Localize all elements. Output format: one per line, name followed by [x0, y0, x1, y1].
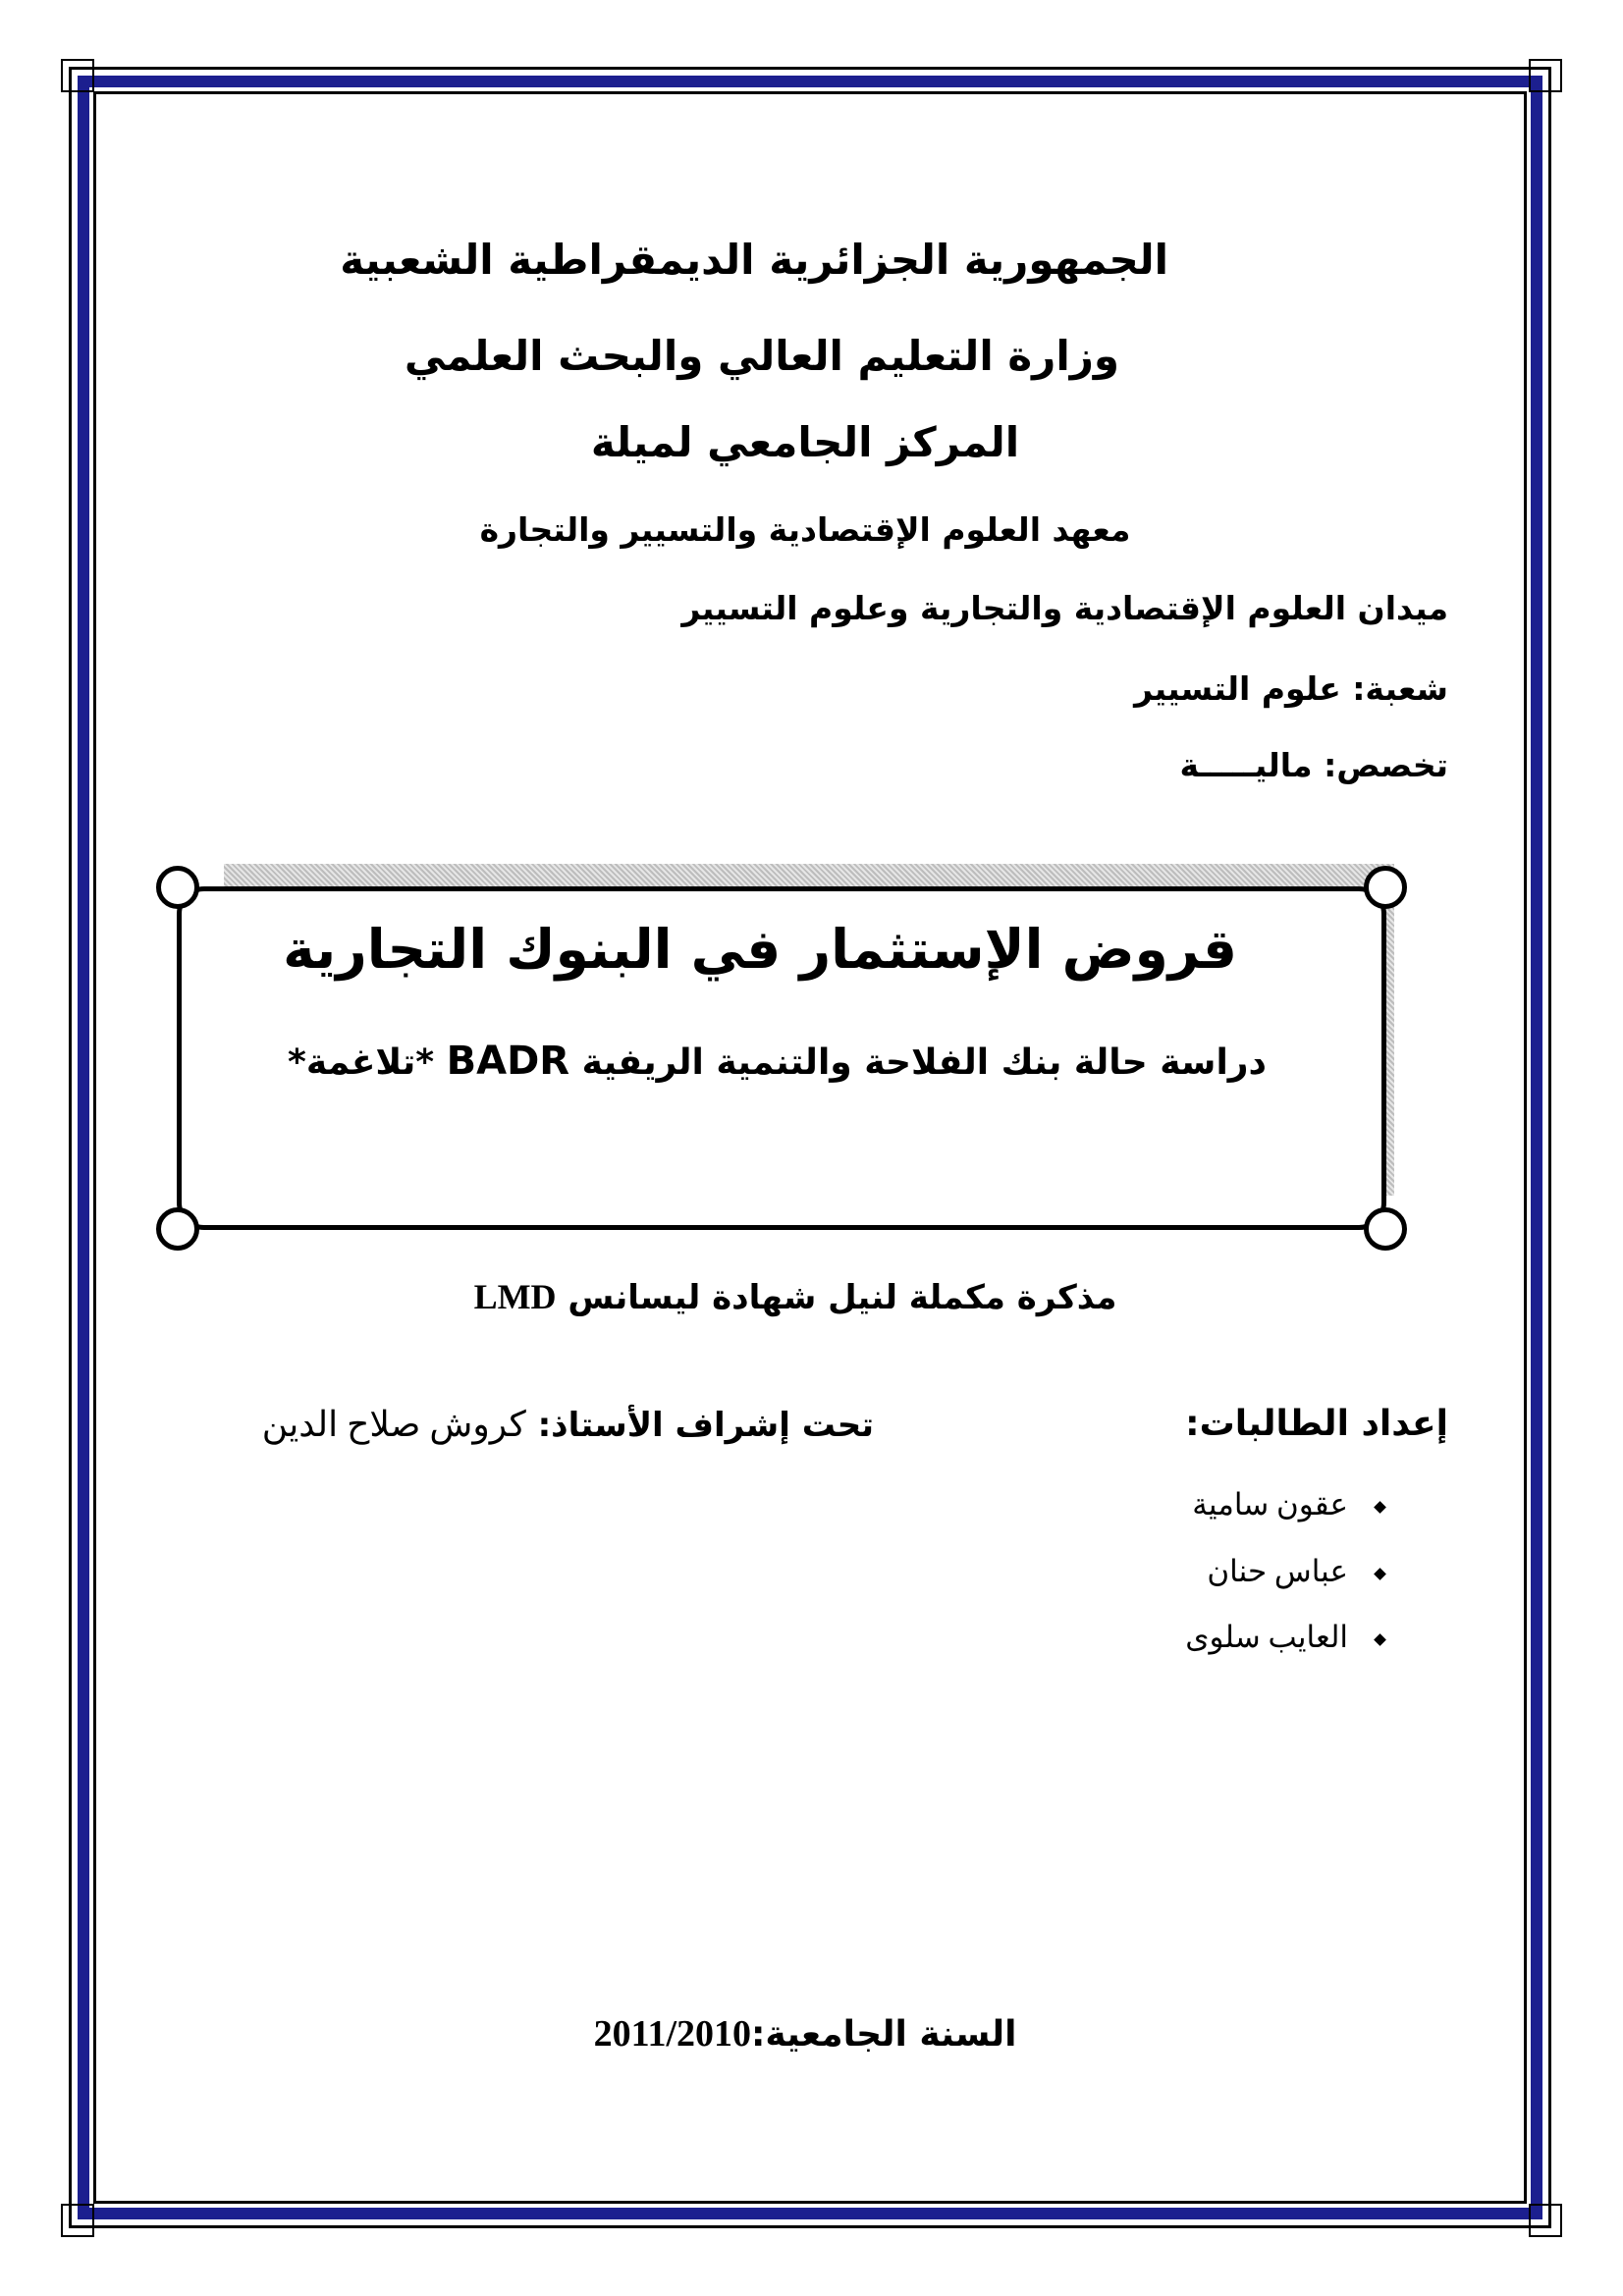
bullet-icon: [1374, 1502, 1386, 1515]
corner-ornament-bottom-left: [61, 2204, 94, 2237]
title-box-corner: [156, 866, 199, 909]
list-item: [1185, 1620, 1384, 1655]
institute-heading: معهد العلوم الإقتصادية والتسيير والتجارة: [479, 510, 1131, 549]
bullet-icon: [1374, 1634, 1386, 1647]
thesis-degree: LMD: [473, 1277, 557, 1316]
university-heading: المركز الجامعي لميلة: [590, 418, 1020, 466]
list-item: [1207, 1554, 1384, 1589]
ministry-heading: وزارة التعليم العالي والبحث العلمي: [404, 332, 1119, 380]
subtitle-badr: BADR: [446, 1039, 570, 1084]
title-box-corner: [1364, 1207, 1407, 1251]
academic-year: [550, 2012, 1060, 2056]
thesis-note-text: مذكرة مكملة لنيل شهادة ليسانس: [568, 1278, 1117, 1317]
student-name: العايب سلوى: [1185, 1620, 1348, 1654]
field-label: ميدان العلوم الإقتصادية والتجارية وعلوم التسيير: [681, 589, 1448, 627]
supervisor-label: تحت إشراف الأستاذ:: [537, 1406, 874, 1445]
academic-year-value: 2011/2010: [593, 2013, 752, 2055]
specialty-label: تخصص: ماليـــــة: [1179, 746, 1448, 784]
title-box-corner: [156, 1207, 199, 1251]
supervisor: [187, 1404, 874, 1445]
corner-ornament-bottom-right: [1529, 2204, 1562, 2237]
corner-ornament-top-left: [61, 59, 94, 92]
main-title: قروض الإستثمار في البنوك التجارية: [283, 918, 1237, 981]
academic-year-label: السنة الجامعية:: [751, 2014, 1017, 2055]
student-name: عباس حنان: [1207, 1554, 1348, 1588]
republic-heading: الجمهورية الجزائرية الديمقراطية الشعبية: [340, 236, 1168, 284]
branch-label: شعبة: علوم التسيير: [1134, 669, 1448, 708]
corner-ornament-top-right: [1529, 59, 1562, 92]
subtitle-suffix: *تلاغمة*: [288, 1042, 435, 1083]
student-name: عقون سامية: [1192, 1487, 1348, 1522]
supervisor-name: كروش صلاح الدين: [261, 1405, 526, 1444]
bullet-icon: [1374, 1569, 1386, 1581]
thesis-note: [422, 1276, 1168, 1317]
subtitle-prefix: دراسة حالة بنك الفلاحة والتنمية الريفية: [581, 1042, 1267, 1083]
students-label: إعداد الطالبات:: [1185, 1404, 1448, 1444]
subtitle: [288, 1039, 1267, 1084]
list-item: [1192, 1487, 1384, 1522]
title-box-corner: [1364, 866, 1407, 909]
